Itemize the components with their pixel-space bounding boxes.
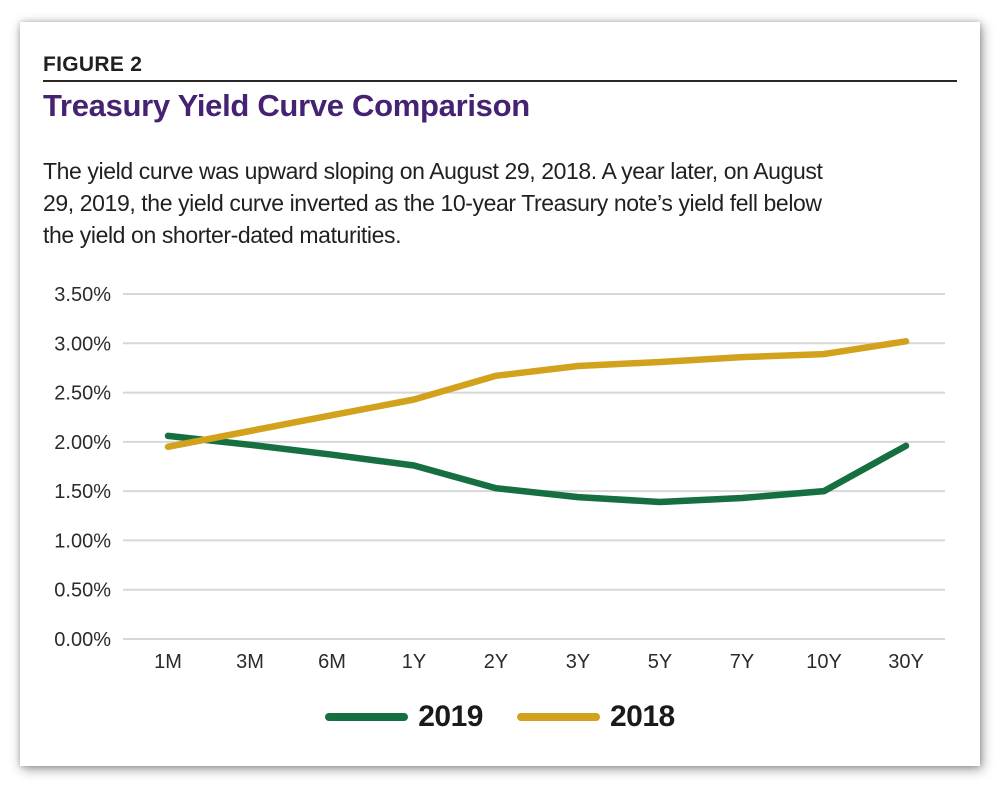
y-axis-tick-label: 2.00% [54,431,111,454]
header-rule [43,80,957,82]
y-axis-tick-label: 0.00% [54,629,111,651]
legend-swatch-2019 [325,713,408,721]
chart-legend [20,700,980,734]
y-axis-tick-label: 0.50% [54,579,111,602]
description-line: 29, 2019, the yield curve inverted as the 10-year Treasury note’s yield fell below [43,190,822,216]
x-axis-tick-label: 6M [318,651,346,673]
x-axis-tick-label: 1M [154,651,182,673]
figure-label: FIGURE 2 [43,53,143,76]
x-axis-tick-label: 10Y [806,651,842,673]
legend-item-2019 [325,700,483,734]
legend-item-2018 [517,700,675,734]
y-axis-tick-label: 3.00% [54,333,111,356]
figure-card [20,22,980,766]
x-axis-tick-label: 1Y [401,651,427,673]
x-axis-tick-label: 5Y [647,651,673,673]
page-title: Treasury Yield Curve Comparison [43,88,530,123]
legend-label-2018: 2018 [610,700,675,733]
y-axis-tick-label: 1.00% [54,530,111,553]
y-axis-tick-label: 2.50% [54,382,111,405]
y-axis-tick-label: 3.50% [54,284,111,306]
x-axis-tick-label: 3Y [565,651,591,673]
x-axis-tick-label: 7Y [729,651,755,673]
legend-label-2019: 2019 [418,700,483,733]
description-line: The yield curve was upward sloping on August 29, 2018. A year later, on August [43,158,823,184]
description-line: the yield on shorter-dated maturities. [43,222,402,248]
x-axis-tick-label: 2Y [483,651,509,673]
y-axis-tick-label: 1.50% [54,481,111,504]
series-line-2018 [168,341,906,447]
x-axis-tick-label: 30Y [888,651,924,673]
x-axis-tick-label: 3M [236,651,264,673]
yield-curve-chart [43,272,957,682]
legend-swatch-2018 [517,713,600,721]
figure-description [43,155,822,251]
